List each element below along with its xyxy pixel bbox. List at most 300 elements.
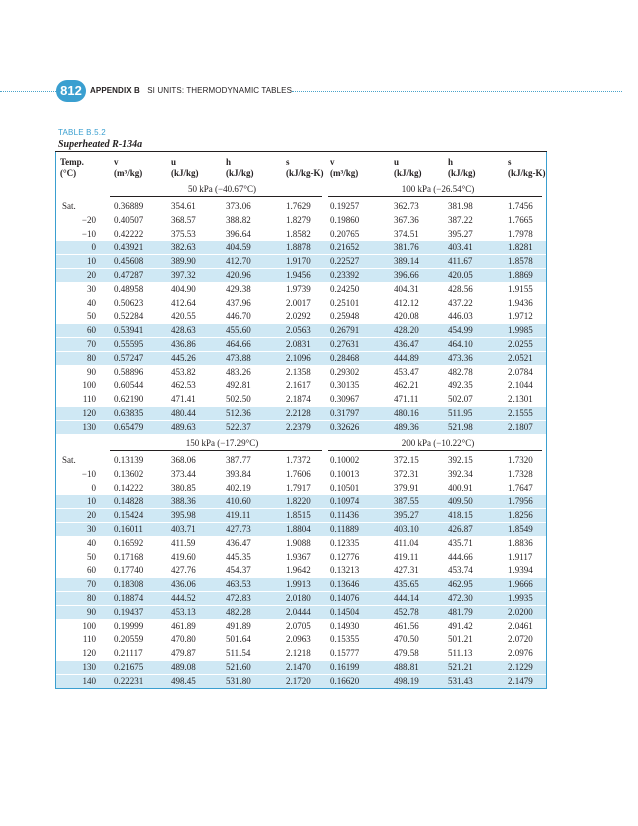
header-dotted-rule-left [0,91,56,92]
column-symbol: h [448,157,454,167]
pressure-rule [328,450,542,451]
value-cell: 446.03 [448,311,473,322]
value-cell: 428.20 [394,325,419,336]
table-row [56,269,546,282]
value-cell: 0.20765 [330,228,360,239]
column-unit: (kJ/kg-K) [508,168,546,178]
value-cell: 392.15 [448,455,473,465]
table-row [56,338,546,351]
value-cell: 0.14222 [114,482,144,493]
value-cell: 444.14 [394,593,419,603]
value-cell: 452.78 [394,606,419,617]
temperature-cell: 120 [82,648,96,659]
value-cell: 388.82 [226,214,251,225]
temperature-cell: 20 [87,270,96,280]
value-cell: 454.99 [448,325,473,336]
value-cell: 420.05 [448,270,473,280]
value-cell: 511.13 [448,648,473,659]
value-cell: 0.19257 [330,201,360,211]
value-cell: 1.7629 [286,201,311,211]
value-cell: 0.13139 [114,455,144,465]
value-cell: 453.74 [448,565,473,576]
value-cell: 388.36 [171,496,196,507]
value-cell: 0.65479 [114,421,144,432]
value-cell: 0.12776 [330,551,360,562]
value-cell: 1.8582 [286,228,311,239]
value-cell: 1.9367 [286,551,311,562]
pressure-label-right: 200 kPa (−10.22°C) [401,438,475,448]
value-cell: 0.58896 [114,366,144,377]
value-cell: 396.66 [394,270,419,280]
value-cell: 372.15 [394,455,419,465]
value-cell: 483.26 [226,366,251,377]
value-cell: 2.0292 [286,311,311,322]
value-cell: 1.9666 [508,579,533,590]
value-cell: 397.32 [171,270,196,280]
column-symbol: v [330,157,335,167]
value-cell: 521.60 [226,662,251,672]
value-cell: 0.13213 [330,565,360,576]
value-cell: 471.41 [171,394,196,405]
value-cell: 381.76 [394,242,419,253]
value-cell: 435.71 [448,537,473,548]
value-cell: 2.0444 [286,606,311,617]
value-cell: 0.43921 [114,242,144,253]
value-cell: 1.7647 [508,482,533,493]
value-cell: 0.16011 [114,524,143,534]
table-row [56,661,546,674]
value-cell: 0.47287 [114,270,144,280]
value-cell: 454.37 [226,565,251,576]
value-cell: 2.2128 [286,408,311,418]
value-cell: 455.60 [226,325,251,336]
temperature-cell: 40 [87,537,96,548]
value-cell: 380.85 [171,482,196,493]
value-cell: 1.9739 [286,283,311,294]
value-cell: 368.57 [171,214,196,225]
temperature-cell: 50 [87,311,96,322]
value-cell: 412.12 [394,297,419,308]
temperature-cell: 90 [87,366,96,377]
table-row [56,564,546,577]
value-cell: 428.56 [448,283,473,294]
value-cell: 0.18874 [114,593,144,603]
value-cell: 461.56 [394,620,419,631]
pressure-rule [328,196,542,197]
value-cell: 0.22527 [330,256,360,267]
value-cell: 1.9170 [286,256,311,267]
value-cell: 0.19999 [114,620,144,631]
value-cell: 0.25101 [330,297,360,308]
value-cell: 512.36 [226,408,251,418]
value-cell: 0.14504 [330,606,360,617]
value-cell: 437.96 [226,297,251,308]
value-cell: 387.22 [448,214,473,225]
temperature-cell: 80 [87,352,96,363]
table-row [56,675,546,688]
value-cell: 389.14 [394,256,419,267]
value-cell: 0.42222 [114,228,144,239]
value-cell: 0.63835 [114,408,144,418]
value-cell: 445.35 [226,551,251,562]
value-cell: 473.36 [448,352,473,363]
value-cell: 1.8836 [508,537,533,548]
value-cell: 411.67 [448,256,473,267]
value-cell: 531.43 [448,675,473,686]
table-row [56,620,546,633]
value-cell: 412.64 [171,297,196,308]
column-symbol: u [394,157,400,167]
value-cell: 400.91 [448,482,473,493]
value-cell: 0.50623 [114,297,144,308]
value-cell: 470.50 [394,634,419,645]
temperature-cell: 30 [87,524,96,534]
value-cell: 511.95 [448,408,473,418]
value-cell: 0.52284 [114,311,144,322]
value-cell: 1.8220 [286,496,311,507]
value-cell: 0.28468 [330,352,360,363]
table-row [56,606,546,619]
table-row [56,283,546,296]
table-row [56,633,546,646]
value-cell: 2.1301 [508,394,533,405]
value-cell: 444.66 [448,551,473,562]
value-cell: 453.82 [171,366,196,377]
value-cell: 1.7372 [286,455,311,465]
value-cell: 481.79 [448,606,473,617]
value-cell: 0.31797 [330,408,360,418]
value-cell: 1.8281 [508,242,533,253]
value-cell: 420.96 [226,270,251,280]
table-row [56,228,546,241]
table-row [56,324,546,337]
appendix-title: SI UNITS: THERMODYNAMIC TABLES [147,86,293,95]
table-row [56,407,546,420]
value-cell: 0.14076 [330,593,360,603]
value-cell: 1.9394 [508,565,533,576]
value-cell: 410.60 [226,496,251,507]
temperature-cell: 60 [87,325,96,336]
temperature-cell: 20 [87,510,96,521]
value-cell: 392.34 [448,468,473,479]
temperature-cell: Sat. [62,455,76,465]
pressure-label-left: 50 kPa (−40.67°C) [188,184,256,194]
value-cell: 2.1218 [286,648,311,659]
value-cell: 1.7320 [508,455,533,465]
value-cell: 0.16620 [330,675,360,686]
value-cell: 2.0461 [508,620,533,631]
value-cell: 502.50 [226,394,251,405]
value-cell: 0.30135 [330,380,360,391]
value-cell: 419.60 [171,551,196,562]
value-cell: 0.24250 [330,283,360,294]
table-row [56,551,546,564]
value-cell: 2.1720 [286,675,311,686]
table-label: TABLE B.5.2 [58,128,106,137]
value-cell: 1.8878 [286,242,311,253]
value-cell: 489.36 [394,421,419,432]
column-symbol: s [508,157,512,167]
value-cell: 0.25948 [330,311,360,322]
value-cell: 427.73 [226,524,251,534]
value-cell: 0.29302 [330,366,360,377]
value-cell: 0.13646 [330,579,360,590]
value-cell: 436.86 [171,339,196,349]
table-row [56,647,546,660]
value-cell: 461.89 [171,620,196,631]
table-row [56,523,546,536]
value-cell: 435.65 [394,579,419,590]
value-cell: 492.81 [226,380,251,391]
value-cell: 0.22231 [114,675,144,686]
value-cell: 0.26791 [330,325,360,336]
value-cell: 0.10974 [330,496,360,507]
value-cell: 0.16592 [114,537,144,548]
temperature-cell: 80 [87,593,96,603]
value-cell: 1.7978 [508,228,533,239]
value-cell: 427.31 [394,565,419,576]
value-cell: 1.8578 [508,256,533,267]
value-cell: 502.07 [448,394,473,405]
value-cell: 464.66 [226,339,251,349]
temperature-cell: 100 [82,380,96,391]
value-cell: 436.06 [171,579,196,590]
value-cell: 420.08 [394,311,419,322]
value-cell: 436.47 [394,339,419,349]
value-cell: 462.95 [448,579,473,590]
value-cell: 491.89 [226,620,251,631]
value-cell: 420.55 [171,311,196,322]
value-cell: 1.7606 [286,468,311,479]
value-cell: 2.1096 [286,352,311,363]
table-row [56,454,546,467]
value-cell: 473.88 [226,352,251,363]
value-cell: 1.8869 [508,270,533,280]
value-cell: 0.15355 [330,634,360,645]
value-cell: 501.64 [226,634,251,645]
value-cell: 0.19860 [330,214,360,225]
header-dotted-rule-right [292,91,622,92]
value-cell: 1.8515 [286,510,311,521]
value-cell: 382.63 [171,242,196,253]
value-cell: 0.45608 [114,256,144,267]
table-top-rule [55,151,547,152]
temperature-cell: 120 [82,408,96,418]
column-unit: (°C) [60,168,77,178]
value-cell: 1.9913 [286,579,311,590]
value-cell: 1.9935 [508,593,533,603]
table-row [56,200,546,213]
temperature-cell: 90 [87,606,96,617]
value-cell: 372.31 [394,468,419,479]
value-cell: 0.62190 [114,394,144,405]
value-cell: 0.55595 [114,339,144,349]
value-cell: 2.1807 [508,421,533,432]
table-row [56,366,546,379]
value-cell: 2.1555 [508,408,533,418]
temperature-cell: 130 [82,421,96,432]
value-cell: 396.64 [226,228,251,239]
value-cell: 2.1617 [286,380,311,391]
value-cell: 498.19 [394,675,419,686]
table-row [56,537,546,550]
value-cell: 2.1358 [286,366,311,377]
value-cell: 0.17740 [114,565,144,576]
value-cell: 426.87 [448,524,473,534]
value-cell: 0.27631 [330,339,360,349]
temperature-cell: 70 [87,579,96,590]
value-cell: 411.59 [171,537,196,548]
value-cell: 521.21 [448,662,473,672]
page-number-badge: 812 [56,80,86,102]
value-cell: 462.53 [171,380,196,391]
table-row [56,495,546,508]
table-row [56,310,546,323]
temperature-cell: 0 [91,242,96,253]
value-cell: 2.0705 [286,620,311,631]
value-cell: 0.15777 [330,648,360,659]
value-cell: 2.1470 [286,662,311,672]
value-cell: 389.90 [171,256,196,267]
value-cell: 0.23392 [330,270,360,280]
value-cell: 2.1044 [508,380,533,391]
value-cell: 445.26 [171,352,196,363]
value-cell: 489.63 [171,421,196,432]
value-cell: 1.8279 [286,214,311,225]
value-cell: 437.22 [448,297,473,308]
table-row [56,592,546,605]
value-cell: 436.47 [226,537,251,548]
temperature-cell: 60 [87,565,96,576]
value-cell: 404.31 [394,283,419,294]
value-cell: 373.06 [226,201,251,211]
value-cell: 0.17168 [114,551,144,562]
value-cell: 0.16199 [330,662,360,672]
column-unit: (m³/kg) [330,168,359,178]
appendix-label: APPENDIX B [90,86,140,95]
value-cell: 403.41 [448,242,473,253]
pressure-label-right: 100 kPa (−26.54°C) [401,184,475,194]
table-row [56,509,546,522]
running-head [90,86,292,95]
value-cell: 511.54 [226,648,251,659]
value-cell: 444.52 [171,593,196,603]
value-cell: 2.0963 [286,634,311,645]
value-cell: 2.0976 [508,648,533,659]
value-cell: 362.73 [394,201,419,211]
value-cell: 0.11436 [330,510,359,521]
temperature-cell: 0 [91,482,96,493]
value-cell: 2.1229 [508,662,533,672]
value-cell: 395.27 [394,510,419,521]
value-cell: 488.81 [394,662,419,672]
value-cell: 418.15 [448,510,473,521]
value-cell: 419.11 [394,551,419,562]
value-cell: 395.98 [171,510,196,521]
value-cell: 1.7456 [508,201,533,211]
value-cell: 489.08 [171,662,196,672]
value-cell: 479.58 [394,648,419,659]
value-cell: 0.20559 [114,634,144,645]
value-cell: 0.14930 [330,620,360,631]
temperature-cell: 70 [87,339,96,349]
column-unit: (kJ/kg) [226,168,254,178]
value-cell: 0.10013 [330,468,360,479]
value-cell: 0.30967 [330,394,360,405]
table-row [56,241,546,254]
temperature-cell: −20 [81,214,96,225]
value-cell: 472.30 [448,593,473,603]
value-cell: 2.1479 [508,675,533,686]
pressure-rule [110,450,322,451]
column-symbol: s [286,157,290,167]
temperature-cell: Sat. [62,201,76,211]
value-cell: 1.7917 [286,482,311,493]
value-cell: 1.8549 [508,524,533,534]
value-cell: 479.87 [171,648,196,659]
value-cell: 403.10 [394,524,419,534]
pressure-rule [110,196,322,197]
value-cell: 2.0831 [286,339,311,349]
value-cell: 531.80 [226,675,251,686]
value-cell: 404.59 [226,242,251,253]
temperature-cell: 140 [82,675,96,686]
value-cell: 0.60544 [114,380,144,391]
temperature-cell: 10 [87,256,96,267]
column-unit: (kJ/kg-K) [286,168,324,178]
table-row [56,578,546,591]
value-cell: 2.0784 [508,366,533,377]
value-cell: 501.21 [448,634,473,645]
value-cell: 412.70 [226,256,251,267]
temperature-cell: 40 [87,297,96,308]
column-symbol: h [226,157,232,167]
value-cell: 429.38 [226,283,251,294]
value-cell: 1.9985 [508,325,533,336]
temperature-cell: 130 [82,662,96,672]
value-cell: 0.18308 [114,579,144,590]
column-unit: (m³/kg) [114,168,143,178]
value-cell: 0.36889 [114,201,144,211]
value-cell: 387.77 [226,455,251,465]
value-cell: 446.70 [226,311,251,322]
value-cell: 1.7665 [508,214,533,225]
value-cell: 393.84 [226,468,251,479]
temperature-cell: 110 [82,634,96,645]
value-cell: 2.0180 [286,593,311,603]
value-cell: 0.53941 [114,325,144,336]
value-cell: 1.9642 [286,565,311,576]
value-cell: 404.90 [171,283,196,294]
value-cell: 1.8804 [286,524,311,534]
pressure-label-left: 150 kPa (−17.29°C) [185,438,259,448]
value-cell: 482.28 [226,606,251,617]
column-unit: (kJ/kg) [171,168,199,178]
value-cell: 482.78 [448,366,473,377]
value-cell: 354.61 [171,201,196,211]
value-cell: 0.14828 [114,496,144,507]
value-cell: 498.45 [171,675,196,686]
temperature-cell: −10 [81,468,96,479]
table-row [56,393,546,406]
value-cell: 453.13 [171,606,196,617]
value-cell: 402.19 [226,482,251,493]
value-cell: 444.89 [394,352,419,363]
value-cell: 0.32626 [330,421,360,432]
value-cell: 470.80 [171,634,196,645]
value-cell: 395.27 [448,228,473,239]
temperature-cell: 10 [87,496,96,507]
